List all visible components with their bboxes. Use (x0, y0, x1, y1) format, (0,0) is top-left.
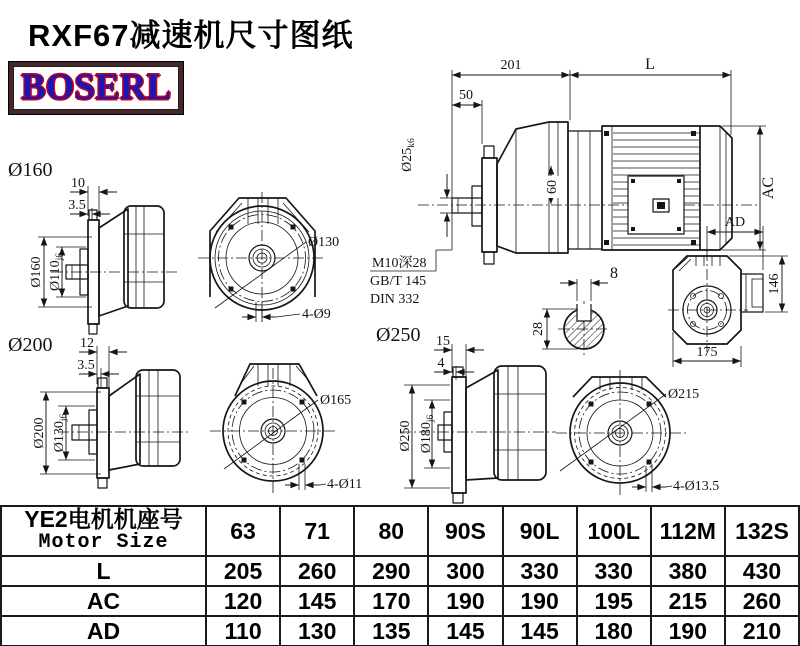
table-cell: 330 (577, 556, 651, 586)
page-title: RXF67减速机尺寸图纸 (28, 18, 354, 53)
side-view-drawing (400, 56, 777, 264)
table-cell: 145 (503, 616, 577, 646)
dim-15: 15 (436, 334, 450, 349)
table-cell: 195 (577, 586, 651, 616)
dim-146: 146 (767, 273, 782, 295)
table-cell: 190 (651, 616, 725, 646)
flange-250-title: Ø250 (376, 324, 421, 346)
dim-60: 60 (545, 180, 560, 194)
motor-dimension-table (0, 505, 800, 646)
table-cell: 120 (206, 586, 280, 616)
row-label: L (1, 556, 206, 586)
table-header-row (1, 506, 799, 556)
table-cell: 135 (354, 616, 428, 646)
shaft-key-section (531, 265, 618, 357)
table-cell: 205 (206, 556, 280, 586)
flange-165-front-view (210, 364, 362, 496)
flange-130-front-view (198, 192, 339, 324)
dim-10: 10 (71, 176, 85, 191)
column-header: 132S (725, 506, 799, 556)
column-header: 63 (206, 506, 280, 556)
brand-logo (8, 61, 184, 115)
table-cell: 210 (725, 616, 799, 646)
table-cell: 290 (354, 556, 428, 586)
flange-160-side-view (8, 159, 180, 334)
table-row-L (1, 556, 799, 586)
dim-key-height-28: 28 (531, 322, 546, 336)
table-cell: 260 (725, 586, 799, 616)
dim-3-5: 3.5 (77, 358, 95, 373)
dim-holes-4x13-5: 4-Ø13.5 (673, 479, 720, 494)
table-cell: 190 (503, 586, 577, 616)
dim-12: 12 (80, 336, 94, 351)
table-cell: 300 (428, 556, 502, 586)
column-header: 80 (354, 506, 428, 556)
table-cell: 215 (651, 586, 725, 616)
flange-200-title: Ø200 (8, 334, 53, 356)
flange-215-front-view (556, 370, 719, 497)
header-label-cell (1, 506, 206, 556)
dim-holes-4x11: 4-Ø11 (327, 477, 363, 492)
dim-3-5: 3.5 (68, 198, 86, 213)
table-row-AD (1, 616, 799, 646)
row-label: AC (1, 586, 206, 616)
row-label: AD (1, 616, 206, 646)
table-cell: 110 (206, 616, 280, 646)
dim-AC: AC (760, 176, 777, 200)
dim-201: 201 (500, 58, 522, 73)
flange-160-title: Ø160 (8, 159, 53, 181)
dim-4: 4 (437, 356, 445, 371)
dim-od-160: Ø160 (29, 256, 44, 288)
standard-din: DIN 332 (370, 292, 420, 307)
table-cell: 430 (725, 556, 799, 586)
table-cell: 145 (280, 586, 354, 616)
thread-note (370, 250, 452, 307)
header-cn: YE2电机机座号 (24, 506, 183, 532)
table-cell: 330 (503, 556, 577, 586)
flange-250-side-view (376, 324, 556, 503)
table-cell: 145 (428, 616, 502, 646)
table-cell: 130 (280, 616, 354, 646)
dim-AD: AD (724, 215, 746, 230)
column-header: 90S (428, 506, 502, 556)
dim-spigot-180: $Ø180_{j6}$ (419, 414, 436, 454)
table-row-AC (1, 586, 799, 616)
dim-key-width-8: 8 (610, 265, 618, 282)
dim-spigot-130: $Ø130_{j6}$ (52, 413, 69, 453)
dim-spigot-110: $Ø110_{j6}$ (48, 253, 65, 291)
dim-holes-4x9: 4-Ø9 (302, 307, 331, 322)
brand-logo-text: BOSERL (13, 66, 179, 110)
dim-L: L (645, 56, 655, 73)
dim-175: 175 (696, 345, 718, 360)
column-header: 100L (577, 506, 651, 556)
dim-shaft-diameter: $Ø25_{k6}$ (400, 138, 417, 172)
dim-od-250: Ø250 (398, 420, 413, 452)
dim-50: 50 (459, 88, 473, 103)
flange-200-side-view (8, 334, 190, 488)
column-header: 112M (651, 506, 725, 556)
table-cell: 260 (280, 556, 354, 586)
thread-spec: M10深28 (372, 256, 427, 271)
dim-bolt-circle-215: Ø215 (668, 387, 700, 402)
table-cell: 170 (354, 586, 428, 616)
dim-bolt-circle-130: Ø130 (308, 235, 340, 250)
header-en: Motor Size (38, 531, 169, 554)
standard-gbt: GB/T 145 (370, 274, 427, 289)
dim-od-200: Ø200 (32, 417, 47, 449)
table-cell: 380 (651, 556, 725, 586)
table-cell: 190 (428, 586, 502, 616)
column-header: 90L (503, 506, 577, 556)
dim-bolt-circle-165: Ø165 (320, 393, 352, 408)
column-header: 71 (280, 506, 354, 556)
table-cell: 180 (577, 616, 651, 646)
